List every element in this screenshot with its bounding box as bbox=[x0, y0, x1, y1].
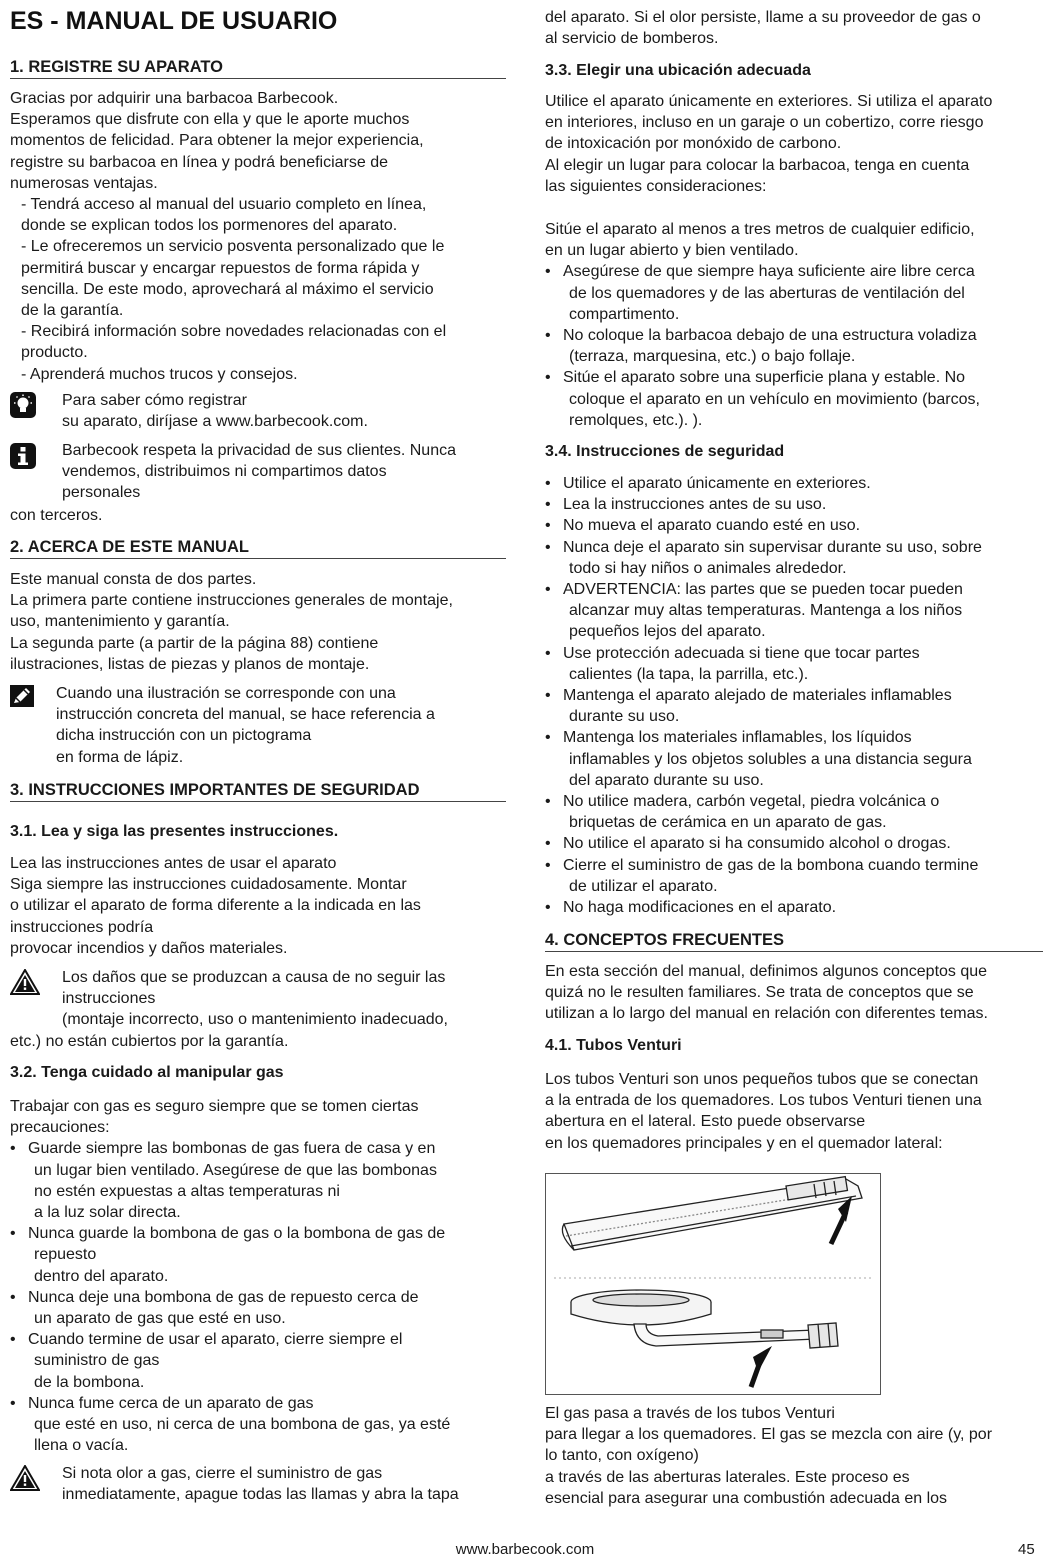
text-line: en interiores, incluso en un garaje o un cobertizo, corre riesgo bbox=[545, 114, 984, 132]
benefit-item bbox=[10, 194, 506, 236]
bullet-icon: • bbox=[10, 1288, 16, 1306]
text-line: vendemos, distribuimos ni compartimos datos bbox=[62, 463, 387, 481]
list-item bbox=[10, 1393, 506, 1457]
privacy-text bbox=[62, 440, 506, 504]
text-line: inflamables y los objetos solubles a una distancia segura bbox=[569, 750, 972, 768]
text-line: al servicio de bomberos. bbox=[545, 30, 719, 48]
text-line: Mantenga los materiales inflamables, los líquidos bbox=[563, 729, 912, 747]
text-line: ADVERTENCIA: las partes que se pueden tocar pueden bbox=[563, 581, 963, 599]
text-line: un lugar bien ventilado. Asegúrese de que las bombonas bbox=[34, 1161, 437, 1179]
text-line: dicha instrucción con un pictograma bbox=[56, 727, 312, 745]
list-item bbox=[545, 791, 1043, 833]
list-item bbox=[545, 855, 1043, 897]
text-line: Cierre el suministro de gas de la bombona cuando termine bbox=[563, 856, 979, 874]
text-line: Sitúe el aparato sobre una superficie plana y estable. No bbox=[563, 369, 966, 387]
tip-text bbox=[62, 390, 506, 432]
benefit-item bbox=[10, 321, 506, 363]
text-line: Gracias por adquirir una barbacoa Barbecook. bbox=[10, 90, 339, 107]
bullet-icon: • bbox=[10, 1225, 16, 1243]
text-line: momentos de felicidad. Para obtener la mejor experiencia, bbox=[10, 132, 424, 150]
list-item bbox=[545, 897, 1043, 918]
page-title: ES - MANUAL DE USUARIO bbox=[10, 7, 338, 35]
privacy-tail: con terceros. bbox=[10, 507, 103, 524]
text-line: instrucciones bbox=[62, 990, 156, 1008]
text-line: Mantenga el aparato alejado de materiales inflamables bbox=[563, 687, 952, 705]
list-item bbox=[10, 1329, 506, 1393]
text-line: No coloque la barbacoa debajo de una estructura voladiza bbox=[563, 327, 977, 345]
text-line: lo tanto, con oxígeno) bbox=[545, 1447, 699, 1465]
list-item bbox=[545, 727, 1043, 791]
section-3-1-heading: 3.1. Lea y siga las presentes instrucciones. bbox=[10, 823, 339, 840]
text-line: remolques, etc.). ). bbox=[569, 411, 703, 429]
text-line: del aparato durante su uso. bbox=[569, 771, 764, 789]
text-line: repuesto bbox=[34, 1246, 97, 1264]
text-line: llena o vacía. bbox=[34, 1437, 129, 1455]
text-line: Al elegir un lugar para colocar la barbacoa, tenga en cuenta bbox=[545, 156, 970, 174]
text-line: Nunca guarde la bombona de gas o la bombona de gas de bbox=[28, 1225, 446, 1243]
benefit-item bbox=[10, 364, 506, 385]
list-item bbox=[545, 537, 1043, 579]
text-line: Utilice el aparato únicamente en exteriores. Si utiliza el aparato bbox=[545, 93, 993, 110]
gas-warning-continued bbox=[545, 7, 1043, 49]
text-line: Cuando termine de usar el aparato, cierre siempre el bbox=[28, 1331, 403, 1349]
section-3-3-heading: 3.3. Elegir una ubicación adecuada bbox=[545, 62, 811, 79]
text-line: del aparato. Si el olor persiste, llame a su proveedor de gas o bbox=[545, 9, 981, 26]
text-line: Si nota olor a gas, cierre el suministro de gas bbox=[62, 1465, 383, 1482]
text-line: instrucciones podría bbox=[10, 918, 154, 936]
page-number: 45 bbox=[1018, 1541, 1035, 1558]
bullet-icon: • bbox=[10, 1394, 16, 1412]
list-item bbox=[10, 1223, 506, 1287]
text-line: Asegúrese de que siempre haya suficiente aire libre cerca bbox=[563, 263, 975, 281]
section-4-1-heading: 4.1. Tubos Venturi bbox=[545, 1037, 682, 1054]
text-line: Nunca deje el aparato sin supervisar durante su uso, sobre bbox=[563, 538, 982, 556]
text-line: pequeños lejos del aparato. bbox=[569, 623, 766, 641]
section-1-heading: 1. REGISTRE SU APARATO bbox=[10, 56, 506, 79]
bullet-icon: • bbox=[545, 369, 551, 387]
bullet-icon: • bbox=[10, 1331, 16, 1349]
text-line: - Recibirá información sobre novedades relacionadas con el bbox=[21, 323, 447, 341]
text-line: en forma de lápiz. bbox=[56, 748, 184, 766]
section-1-intro bbox=[10, 88, 506, 385]
section-3-4-heading: 3.4. Instrucciones de seguridad bbox=[545, 443, 785, 460]
text-line: uso, mantenimiento y garantía. bbox=[10, 613, 230, 631]
bullet-icon: • bbox=[545, 517, 551, 535]
text-line: sencilla. De este modo, aprovechará al máximo el servicio bbox=[21, 280, 434, 298]
text-line: para llegar a los quemadores. El gas se mezcla con aire (y, por bbox=[545, 1426, 993, 1444]
text-line: calientes (la tapa, la parrilla, etc.). bbox=[569, 665, 809, 683]
bullet-icon: • bbox=[545, 793, 551, 811]
text-line: Siga siempre las instrucciones cuidadosamente. Montar bbox=[10, 876, 407, 894]
section-3-2-body bbox=[10, 1096, 506, 1456]
bullet-icon: • bbox=[545, 475, 551, 492]
text-line: Lea la instrucciones antes de su uso. bbox=[563, 496, 827, 514]
text-line: a la entrada de los quemadores. Los tubos Venturi tienen una bbox=[545, 1092, 982, 1110]
bullet-icon: • bbox=[10, 1140, 16, 1158]
text-line: registre su barbacoa en línea y podrá beneficiarse de bbox=[10, 153, 389, 171]
section-2-body bbox=[10, 569, 506, 675]
bullet-icon: • bbox=[545, 538, 551, 556]
list-item bbox=[545, 325, 1043, 367]
text-line: de la bombona. bbox=[34, 1373, 145, 1391]
section-4-1-after bbox=[545, 1403, 1043, 1509]
text-line: durante su uso. bbox=[569, 708, 680, 726]
text-line: No haga modificaciones en el aparato. bbox=[563, 899, 837, 917]
text-line: todo si hay niños o animales alrededor. bbox=[569, 559, 847, 577]
list-item bbox=[10, 1287, 506, 1329]
list-item bbox=[545, 473, 1043, 494]
section-4-1-body bbox=[545, 1069, 1043, 1154]
text-line: - Le ofreceremos un servicio posventa personalizado que le bbox=[21, 238, 445, 256]
text-line: Guarde siempre las bombonas de gas fuera de casa y en bbox=[28, 1140, 436, 1158]
section-3-heading: 3. INSTRUCCIONES IMPORTANTES DE SEGURIDAD bbox=[10, 779, 506, 802]
text-line: briquetas de cerámica en un aparato de gas. bbox=[569, 814, 887, 832]
text-line: La segunda parte (a partir de la página 88) contiene bbox=[10, 634, 379, 652]
text-line: producto. bbox=[21, 344, 88, 362]
text-line: provocar incendios y daños materiales. bbox=[10, 939, 288, 957]
text-line: (montaje incorrecto, uso o mantenimiento inadecuado, bbox=[62, 1011, 448, 1029]
section-3-4-list bbox=[545, 473, 1043, 918]
list-item bbox=[545, 494, 1043, 515]
benefit-item bbox=[10, 236, 506, 321]
text-line: dentro del aparato. bbox=[34, 1267, 169, 1285]
text-line: Lea las instrucciones antes de usar el aparato bbox=[10, 855, 337, 872]
bullet-icon: • bbox=[545, 729, 551, 747]
info-icon bbox=[10, 443, 36, 469]
bullet-icon: • bbox=[545, 263, 551, 281]
text-line: a la luz solar directa. bbox=[34, 1204, 181, 1222]
list-item bbox=[545, 685, 1043, 727]
text-line: Barbecook respeta la privacidad de sus clientes. Nunca bbox=[62, 442, 456, 459]
gas-warning-text bbox=[62, 1463, 506, 1505]
text-line: No mueva el aparato cuando esté en uso. bbox=[563, 517, 861, 535]
footer-url: www.barbecook.com bbox=[455, 1541, 595, 1558]
text-line: las siguientes consideraciones: bbox=[545, 177, 767, 195]
text-line: de utilizar el aparato. bbox=[569, 877, 718, 895]
text-line: En esta sección del manual, definimos algunos conceptos que bbox=[545, 963, 988, 980]
text-line: donde se explican todos los pormenores del aparato. bbox=[21, 217, 398, 235]
text-line: de intoxicación por monóxido de carbono. bbox=[545, 135, 842, 153]
text-line: coloque el aparato en un vehículo en movimiento (barcos, bbox=[569, 390, 980, 408]
text-line: Trabajar con gas es seguro siempre que se tomen ciertas bbox=[10, 1098, 419, 1115]
text-line: Nunca deje una bombona de gas de repuesto cerca de bbox=[28, 1288, 419, 1306]
text-line: La primera parte contiene instrucciones generales de montaje, bbox=[10, 592, 453, 610]
pencil-text bbox=[56, 683, 506, 768]
text-line: Sitúe el aparato al menos a tres metros de cualquier edificio, bbox=[545, 221, 975, 238]
text-line: No utilice el aparato si ha consumido alcohol o drogas. bbox=[563, 835, 951, 853]
pencil-icon bbox=[10, 685, 34, 707]
text-line: numerosas ventajas. bbox=[10, 174, 158, 192]
text-line: suministro de gas bbox=[34, 1352, 160, 1370]
warning-icon bbox=[10, 969, 40, 995]
bullet-icon: • bbox=[545, 644, 551, 662]
text-line: Los daños que se produzcan a causa de no seguir las bbox=[62, 969, 446, 986]
text-line: Cuando una ilustración se corresponde con una bbox=[56, 685, 396, 702]
text-line: o utilizar el aparato de forma diferente a la indicada en las bbox=[10, 897, 421, 915]
warning-text bbox=[62, 967, 506, 1031]
text-line: No utilice madera, carbón vegetal, piedra volcánica o bbox=[563, 793, 940, 811]
section-3-3-body-2 bbox=[545, 219, 1043, 431]
venturi-illustration bbox=[546, 1174, 880, 1394]
list-item bbox=[545, 367, 1043, 431]
text-line: en un lugar abierto y bien ventilado. bbox=[545, 242, 799, 260]
text-line: Este manual consta de dos partes. bbox=[10, 571, 257, 588]
text-line: Nunca fume cerca de un aparato de gas bbox=[28, 1394, 314, 1412]
text-line: no estén expuestas a altas temperaturas ni bbox=[34, 1182, 340, 1200]
text-line: instrucción concreta del manual, se hace referencia a bbox=[56, 706, 435, 724]
section-4-heading: 4. CONCEPTOS FRECUENTES bbox=[545, 929, 1043, 952]
bullet-icon: • bbox=[545, 856, 551, 874]
text-line: ilustraciones, listas de piezas y planos de montaje. bbox=[10, 655, 370, 673]
text-line: de la garantía. bbox=[21, 302, 124, 320]
lightbulb-icon bbox=[10, 392, 36, 418]
list-item bbox=[10, 1138, 506, 1223]
bullet-icon: • bbox=[545, 581, 551, 599]
text-line: en los quemadores principales y en el quemador lateral: bbox=[545, 1134, 943, 1152]
text-line: Los tubos Venturi son unos pequeños tubos que se conectan bbox=[545, 1071, 979, 1088]
bullet-icon: • bbox=[545, 899, 551, 917]
text-line: que esté en uso, ni cerca de una bombona de gas, ya esté bbox=[34, 1416, 451, 1434]
bullet-icon: • bbox=[545, 327, 551, 345]
text-line: de los quemadores y de las aberturas de ventilación del bbox=[569, 284, 965, 302]
text-line: Utilice el aparato únicamente en exteriores. bbox=[563, 475, 871, 492]
list-item bbox=[545, 515, 1043, 536]
text-line: personales bbox=[62, 484, 141, 502]
text-line: abertura en el lateral. Esto puede observarse bbox=[545, 1113, 866, 1131]
text-line: alcanzar muy altas temperaturas. Mantenga a los niños bbox=[569, 602, 963, 620]
text-line: precauciones: bbox=[10, 1119, 110, 1137]
section-4-body bbox=[545, 961, 1043, 1025]
text-line: Esperamos que disfrute con ella y que le aporte muchos bbox=[10, 111, 410, 129]
section-2-heading: 2. ACERCA DE ESTE MANUAL bbox=[10, 536, 506, 559]
text-line: Use protección adecuada si tiene que tocar partes bbox=[563, 644, 920, 662]
list-item bbox=[545, 579, 1043, 643]
text-line: un aparato de gas que esté en uso. bbox=[34, 1310, 286, 1328]
text-line: inmediatamente, apague todas las llamas y abra la tapa bbox=[62, 1486, 459, 1504]
bullet-icon: • bbox=[545, 687, 551, 705]
text-line: Para saber cómo registrar bbox=[62, 392, 247, 409]
list-item bbox=[545, 643, 1043, 685]
section-3-1-body bbox=[10, 853, 506, 959]
bullet-icon: • bbox=[545, 496, 551, 514]
text-line: compartimento. bbox=[569, 305, 680, 323]
text-line: El gas pasa a través de los tubos Venturi bbox=[545, 1405, 835, 1422]
venturi-tubes-figure bbox=[545, 1173, 881, 1395]
text-line: (terraza, marquesina, etc.) o bajo follaje. bbox=[569, 348, 856, 366]
text-line: utilizan a lo largo del manual en relación con diferentes temas. bbox=[545, 1005, 988, 1023]
list-item bbox=[545, 833, 1043, 854]
warning-tail: etc.) no están cubiertos por la garantía. bbox=[10, 1033, 289, 1050]
text-line: - Aprenderá muchos trucos y consejos. bbox=[21, 365, 298, 383]
warning-icon bbox=[10, 1465, 40, 1491]
text-line: a través de las aberturas laterales. Este proceso es bbox=[545, 1468, 910, 1486]
text-line: esencial para asegurar una combustión adecuada en los bbox=[545, 1489, 948, 1507]
bullet-icon: • bbox=[545, 835, 551, 853]
section-3-2-heading: 3.2. Tenga cuidado al manipular gas bbox=[10, 1064, 284, 1081]
list-item bbox=[545, 261, 1043, 325]
section-3-3-body bbox=[545, 91, 1043, 197]
text-line: permitirá buscar y encargar repuestos de forma rápida y bbox=[21, 259, 420, 277]
text-line: - Tendrá acceso al manual del usuario completo en línea, bbox=[21, 196, 427, 214]
text-line: su aparato, diríjase a www.barbecook.com. bbox=[62, 413, 368, 431]
text-line: quizá no le resulten familiares. Se trata de conceptos que se bbox=[545, 984, 974, 1002]
